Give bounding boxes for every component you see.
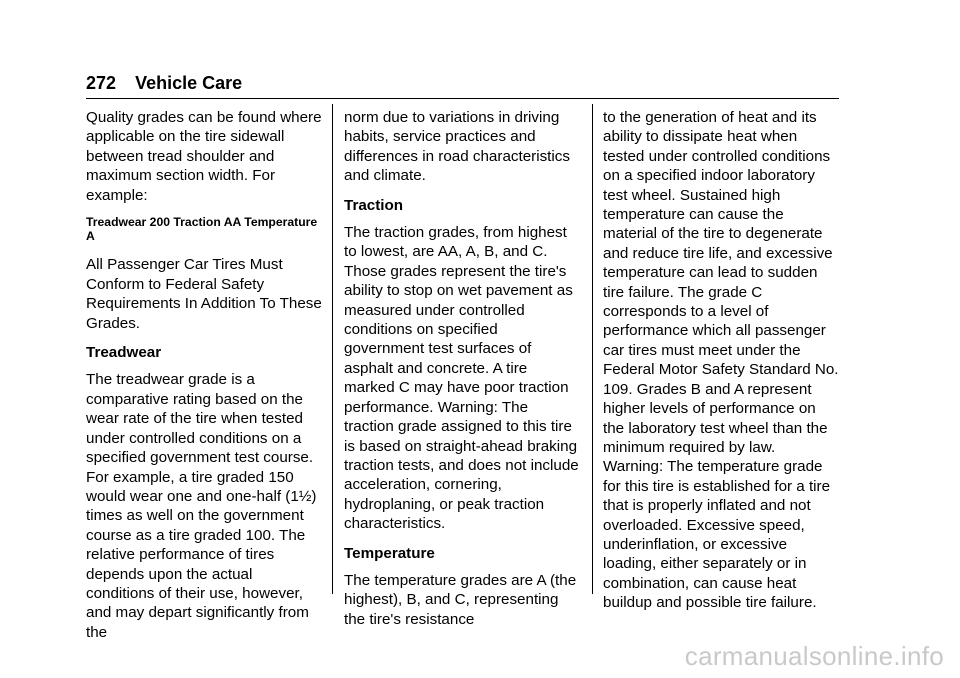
header-rule <box>86 98 839 99</box>
paragraph-traction: The traction grades, from highest to lowest, are AA, A, B, and C. Those grades represent the tire's ability to stop on wet pavement as measured under controlled conditions on specified government test surfaces of asphalt and concrete. A tire marked C may have poor traction performance. Warning: The traction grade assigned to this tire is based on straight-ahead braking traction tests, and does not include acceleration, cornering, hydroplaning, or peak traction characteristics. <box>344 224 579 533</box>
column-divider-2 <box>592 104 593 594</box>
text-column-1 <box>86 108 322 652</box>
watermark: carmanualsonline.info <box>684 641 944 671</box>
paragraph-temperature: The temperature grades are A (the highest), B, and C, representing the tire's resistance <box>344 571 577 628</box>
page-number: 272 <box>86 73 117 93</box>
heading-treadwear: Treadwear <box>86 344 162 362</box>
section-title: Vehicle Care <box>135 73 243 93</box>
paragraph-norm: norm due to variations in driving habits, service practices and differences in road characteristics and climate. <box>344 109 570 185</box>
text-column-3 <box>603 108 839 623</box>
paragraph-heat: to the generation of heat and its ability to dissipate heat when tested under controlled conditions on a specified indoor laboratory test wheel. Sustained high temperature can cause the material of the tire to degenerate and reduce tire life, and excessive temperature can lead to sudden tire failure. The grade C corresponds to a level of performance which all passenger car tires must meet under the Federal Motor Safety Standard No. 109. Grades B and A represent higher levels of performance on the laboratory test wheel than the minimum required by law. Warning: The temperature grade for this tire is established for a tire that is properly inflated and not overloaded. Excessive speed, underinflation, or excessive loading, either separately or in combination, can cause heat buildup and possible tire failure. <box>603 109 839 612</box>
page-header <box>86 72 242 94</box>
paragraph-quality-grades: Quality grades can be found where applicable on the tire sidewall between tread shoulder and maximum section width. For example: <box>86 109 322 204</box>
paragraph-federal-safety: All Passenger Car Tires Must Conform to Federal Safety Requirements In Addition To These Grades. <box>86 256 322 332</box>
example-grade-label: Treadwear 200 Traction AA Temperature A <box>86 215 318 244</box>
paragraph-treadwear: The treadwear grade is a comparative rating based on the wear rate of the tire when tested under controlled conditions on a specified government test course. For example, a tire graded 150 would wear one and one-half (1½) times as well on the government course as a tire graded 100. The relative performance of tires depends upon the actual conditions of their use, however, and may depart significantly from the <box>86 371 317 641</box>
column-divider-1 <box>332 104 333 594</box>
heading-traction: Traction <box>344 196 404 214</box>
heading-temperature: Temperature <box>344 544 435 562</box>
text-column-2 <box>344 108 580 639</box>
